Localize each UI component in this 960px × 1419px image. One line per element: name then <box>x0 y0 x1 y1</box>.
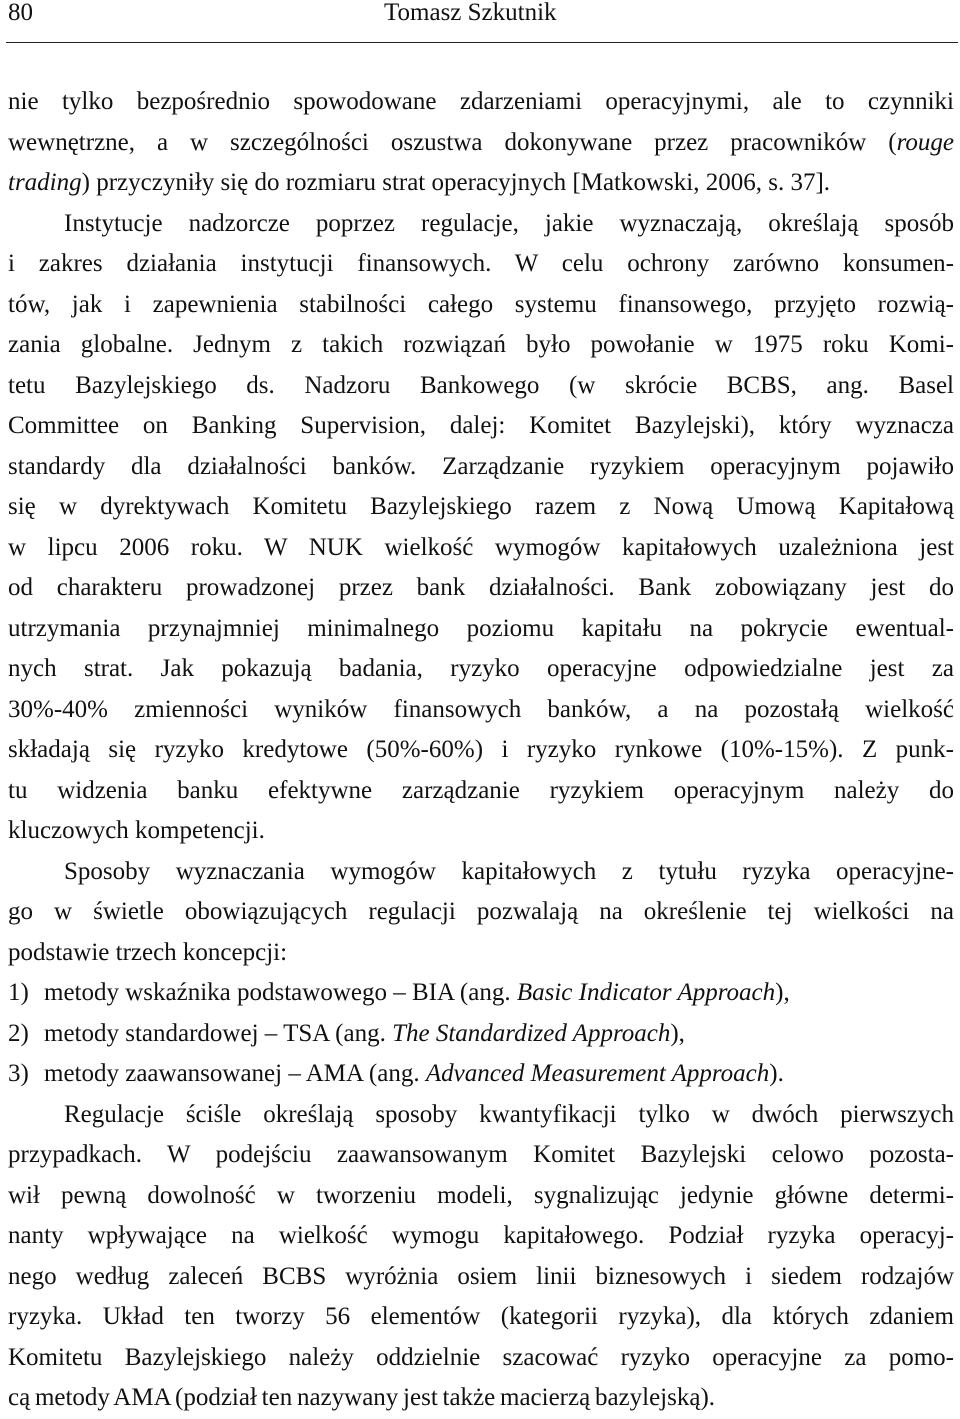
text-line: 30%-40% zmienności wyników finansowych banków, a na pozostałą wielkość <box>8 695 954 723</box>
list-number: 3) <box>8 1060 29 1087</box>
text-line: cą metody AMA (podział ten nazywany jest także macierzą bazylejską). <box>8 1384 716 1411</box>
text-line: zania globalne. Jednym z takich rozwiązań było powołanie w 1975 roku Komi- <box>8 331 954 358</box>
text-line: i zakres działania instytucji finansowych. W celu ochrony zarówno konsumen- <box>8 250 954 277</box>
text-line: trading) przyczyniły się do rozmiaru strat operacyjnych [Matkowski, 2006, s. 37]. <box>8 169 831 196</box>
italic-term: The Standardized Approach <box>392 1019 671 1047</box>
text-line: składają się ryzyko kredytowe (50%-60%) i ryzyko rynkowe (10%-15%). Z punk- <box>8 736 954 763</box>
italic-term: Basic Indicator Approach <box>516 979 776 1006</box>
text-line: tetu Bazylejskiego ds. Nadzoru Bankowego (w skrócie BCBS, ang. Basel <box>8 371 954 399</box>
text-line: Komitetu Bazylejskiego należy oddzielnie szacować ryzyko operacyjne za pomo- <box>8 1343 954 1371</box>
italic-term: rouge <box>896 128 954 156</box>
list-item: 1) metody wskaźnika podstawowego – BIA (ang. Basic Indicator Approach), <box>8 973 954 1014</box>
text-line: go w świetle obowiązujących regulacji pozwalają na określenie tej wielkości na <box>8 898 954 925</box>
list-item: 2) metody standardowej – TSA (ang. The Standardized Approach), <box>8 1014 954 1055</box>
list-number: 2) <box>8 1019 29 1047</box>
list-number: 1) <box>8 979 29 1006</box>
text-line: podstawie trzech koncepcji: <box>8 938 288 966</box>
italic-term: Advanced Measurement Approach <box>425 1060 770 1087</box>
page-number: 80 <box>8 0 33 26</box>
header-rule <box>6 42 958 43</box>
text-line: przypadkach. W podejściu zaawansowanym Komitet Bazylejski celowo pozosta- <box>8 1141 954 1168</box>
text-line: Sposoby wyznaczania wymogów kapitałowych z tytułu ryzyka operacyjne- <box>64 857 954 885</box>
list-item: 3) metody zaawansowanej – AMA (ang. Advanced Measurement Approach). <box>8 1054 954 1095</box>
text-line: Instytucje nadzorcze poprzez regulacje, jakie wyznaczają, określają sposób <box>64 209 954 237</box>
text-line: Regulacje ściśle określają sposoby kwantyfikacji tylko w dwóch pierwszych <box>64 1100 954 1128</box>
text-line: w lipcu 2006 roku. W NUK wielkość wymogów kapitałowych uzależniona jest <box>8 533 954 561</box>
text-line: wewnętrzne, a w szczególności oszustwa dokonywane przez pracowników (rouge <box>8 128 954 156</box>
text-line: nie tylko bezpośrednio spowodowane zdarzeniami operacyjnymi, ale to czynniki <box>8 88 954 115</box>
text-line: Committee on Banking Supervision, dalej: Komitet Bazylejski), który wyznacza <box>8 412 954 439</box>
text-line: utrzymania przynajmniej minimalnego poziomu kapitału na pokrycie ewentual- <box>8 614 954 642</box>
running-head: Tomasz Szkutnik <box>384 0 557 26</box>
text-line: wił pewną dowolność w tworzeniu modeli, sygnalizując jedynie główne determi- <box>8 1181 954 1209</box>
text-line: nych strat. Jak pokazują badania, ryzyko operacyjne odpowiedzialne jest za <box>8 655 954 682</box>
text-line: od charakteru prowadzonej przez bank działalności. Bank zobowiązany jest do <box>8 574 954 601</box>
italic-term: trading <box>8 169 82 196</box>
text-line: nanty wpływające na wielkość wymogu kapitałowego. Podział ryzyka operacyj- <box>8 1222 954 1249</box>
text-line: ryzyka. Układ ten tworzy 56 elementów (kategorii ryzyka), dla których zdaniem <box>8 1303 954 1330</box>
text-line: standardy dla działalności banków. Zarządzanie ryzykiem operacyjnym pojawiło <box>8 452 954 480</box>
page-body <box>8 82 954 1419</box>
text-line: nego według zaleceń BCBS wyróżnia osiem linii biznesowych i siedem rodzajów <box>8 1262 954 1290</box>
text-line: się w dyrektywach Komitetu Bazylejskiego razem z Nową Umową Kapitałową <box>8 493 954 520</box>
text-line: tów, jak i zapewnienia stabilności całego systemu finansowego, przyjęto rozwią- <box>8 290 954 318</box>
page-header <box>0 0 960 44</box>
text-line: kluczowych kompetencji. <box>8 817 265 844</box>
text-line: tu widzenia banku efektywne zarządzanie ryzykiem operacyjnym należy do <box>8 776 954 804</box>
